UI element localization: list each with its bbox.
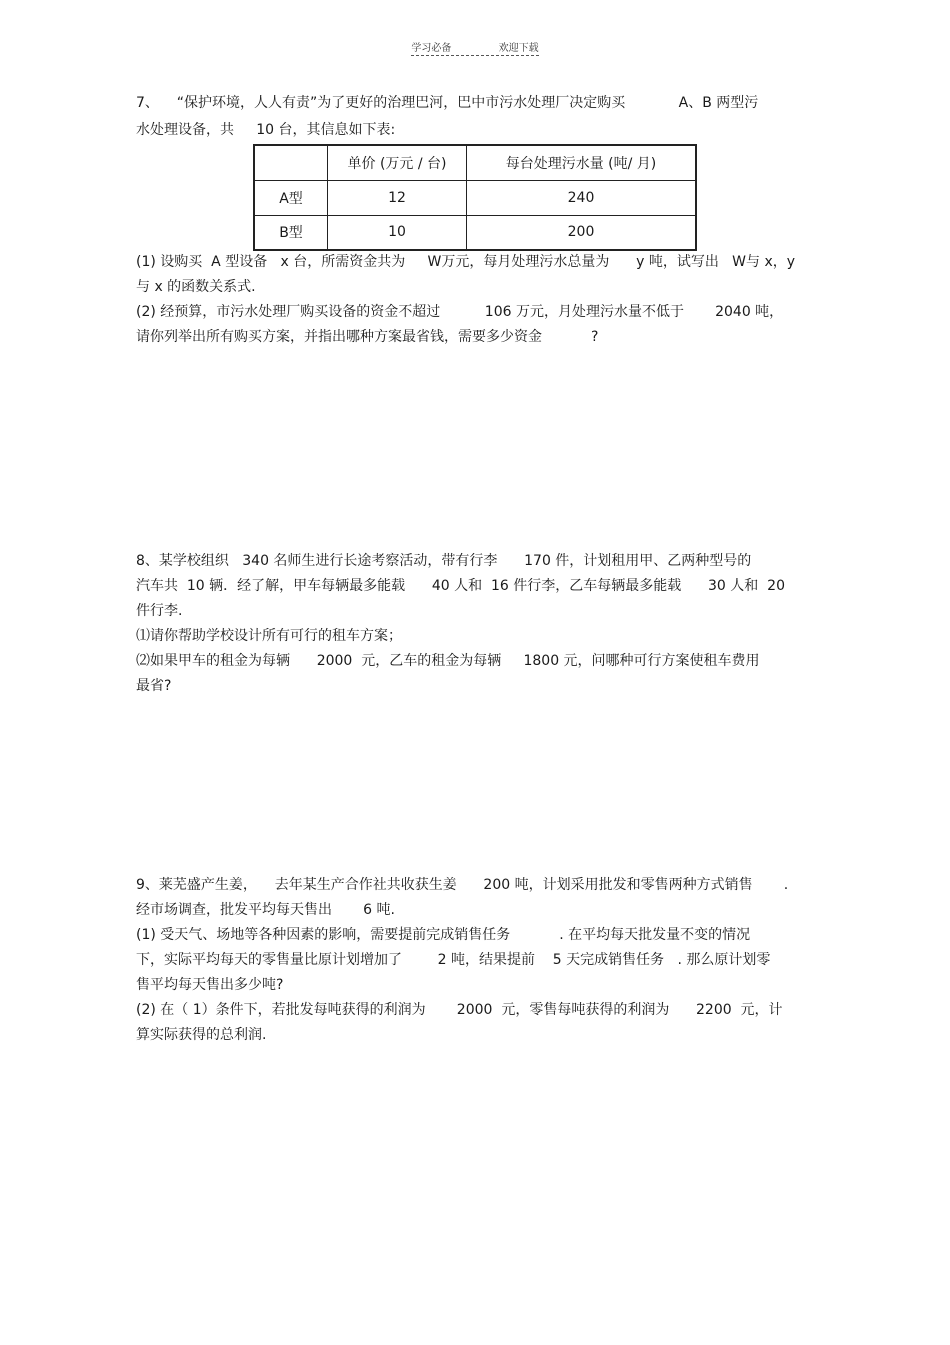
q7-line-6: 请你列举出所有购买方案，并指出哪种方案最省钱，需要多少资金 ? [136, 329, 599, 345]
table-cell: 12 [328, 180, 467, 215]
q7-line-3: (1) 设购买 A 型设备 x 台，所需资金共为 W万元，每月处理污水总量为 y 吨，试写出 W与 x，y [136, 254, 796, 270]
q9-line-2: 经市场调查，批发平均每天售出 6 吨. [136, 902, 395, 918]
header-right-text: 欢迎下载 [498, 43, 539, 54]
table-cell: 200 [467, 215, 697, 250]
table-header-cell: 单价 (万元 / 台) [328, 145, 467, 180]
q9-line-6: (2) 在（ 1）条件下，若批发每吨获得的利润为 2000 元，零售每吨获得的利润为 2200 元，计 [136, 1002, 783, 1018]
table-row [254, 180, 696, 215]
table-cell: B型 [254, 215, 328, 250]
q9-line-1: 9、莱芜盛产生姜， 去年某生产合作社共收获生姜 200 吨，计划采用批发和零售两种方式销售 . [136, 877, 789, 893]
q7-line-2: 水处理设备，共 10 台，其信息如下表: [136, 122, 396, 138]
equipment-info-table [253, 144, 697, 251]
q7-line-1: 7、 “保护环境，人人有责”为了更好的治理巴河，巴中市污水处理厂决定购买 A、B 两型污 [136, 95, 759, 111]
q8-line-4: ⑴请你帮助学校设计所有可行的租车方案； [136, 628, 402, 644]
q9-line-4: 下，实际平均每天的零售量比原计划增加了 2 吨，结果提前 5 天完成销售任务 . 那么原计划零 [136, 952, 771, 968]
q7-line-4: 与 x 的函数关系式. [136, 279, 256, 295]
q8-line-5: ⑵如果甲车的租金为每辆 2000 元，乙车的租金为每辆 1800 元，问哪种可行方案使租车费用 [136, 653, 760, 669]
table-cell: A型 [254, 180, 328, 215]
header-divider [411, 55, 539, 56]
q8-line-2: 汽车共 10 辆．经了解，甲车每辆最多能载 40 人和 16 件行李，乙车每辆最多能载 30 人和 20 [136, 578, 785, 594]
header-left-text: 学习必备 [411, 43, 452, 54]
table-header-cell: 每台处理污水量 (吨/ 月) [467, 145, 697, 180]
q8-line-6: 最省? [136, 678, 172, 694]
table-cell: 10 [328, 215, 467, 250]
q9-line-5: 售平均每天售出多少吨? [136, 977, 284, 993]
table-row [254, 215, 696, 250]
q8-line-3: 件行李. [136, 603, 183, 619]
q9-line-7: 算实际获得的总利润. [136, 1027, 267, 1043]
table-cell: 240 [467, 180, 697, 215]
page-header [0, 39, 950, 54]
table-header-cell [254, 145, 328, 180]
q7-line-5: (2) 经预算，市污水处理厂购买设备的资金不超过 106 万元，月处理污水量不低于 2040 吨， [136, 304, 784, 320]
q9-line-3: (1) 受天气、场地等各种因素的影响，需要提前完成销售任务 . 在平均每天批发量不变的情况 [136, 927, 751, 943]
q8-line-1: 8、某学校组织 340 名师生进行长途考察活动，带有行李 170 件，计划租用甲、乙两种型号的 [136, 553, 752, 569]
table-header-row [254, 145, 696, 180]
